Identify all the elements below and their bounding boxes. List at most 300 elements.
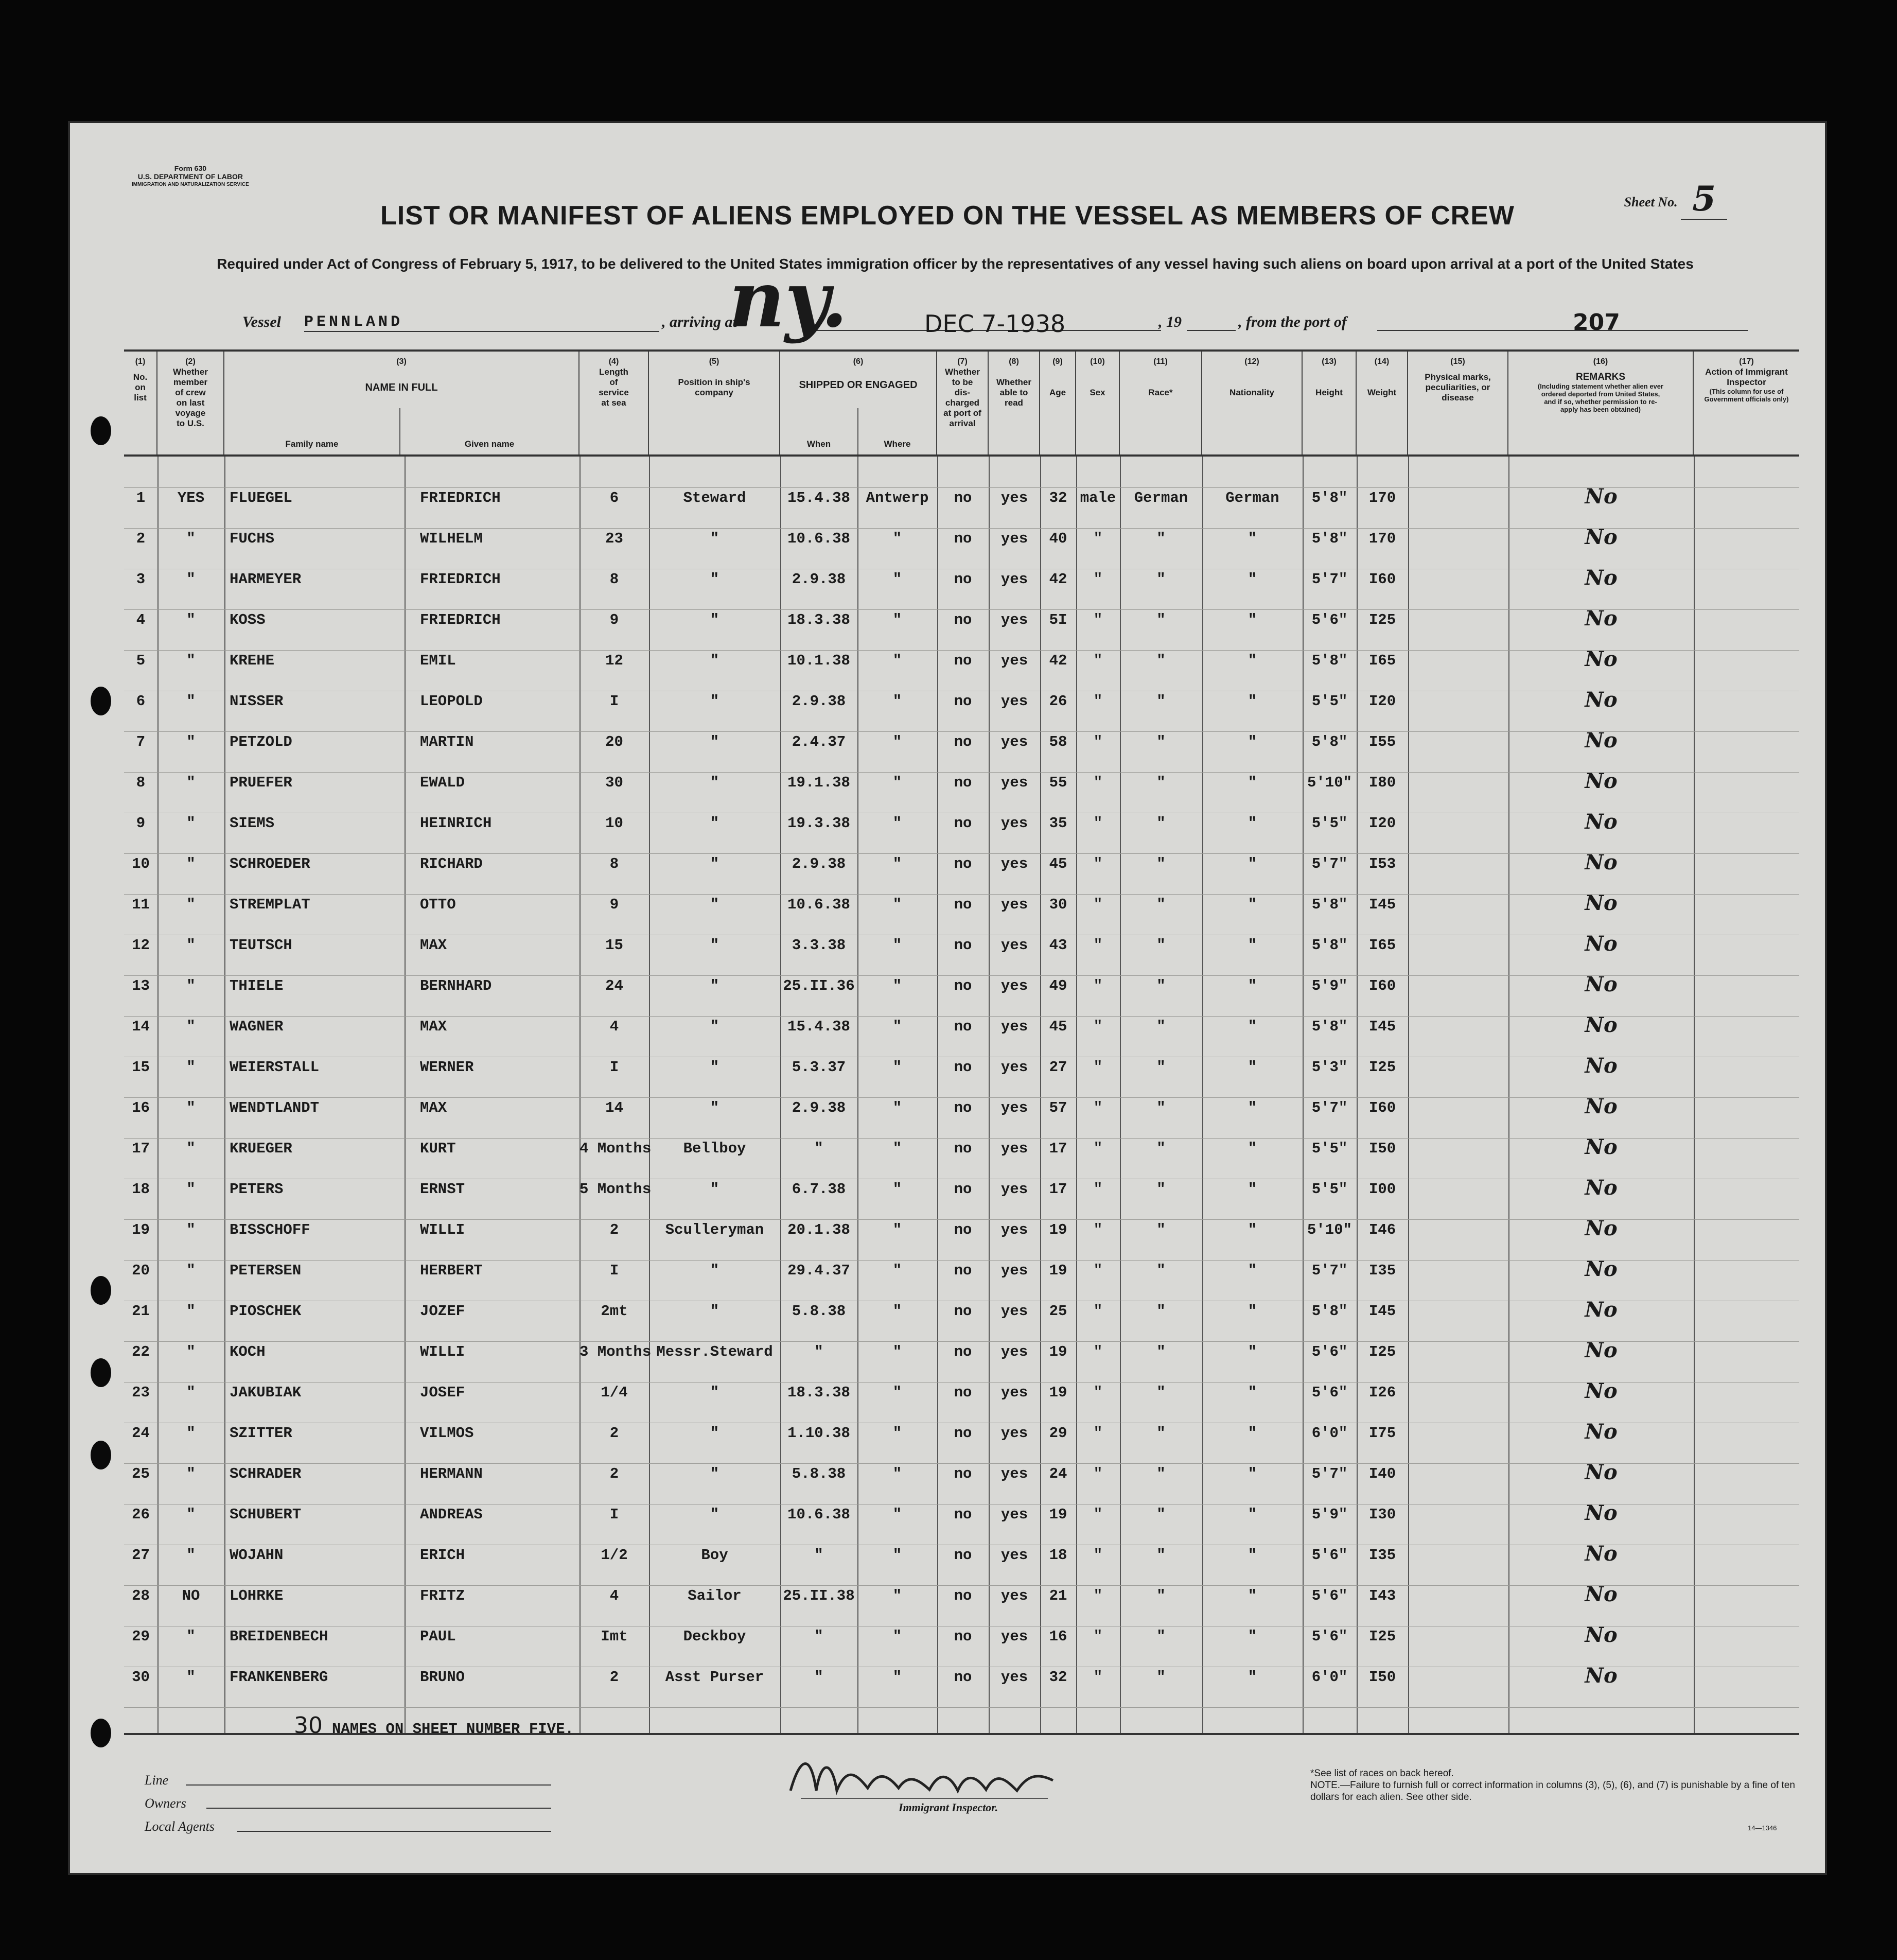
cell-sex: " bbox=[1093, 611, 1103, 628]
cell-family: PETERSEN bbox=[230, 1262, 302, 1279]
cell-nationality: " bbox=[1248, 1303, 1257, 1320]
cell-when: 18.3.38 bbox=[787, 1384, 850, 1401]
vessel-name: PENNLAND bbox=[304, 313, 403, 331]
cell-no: 23 bbox=[132, 1384, 150, 1401]
cell-age: 16 bbox=[1049, 1628, 1067, 1645]
cell-position: " bbox=[710, 530, 719, 547]
cell-when: 2.4.37 bbox=[792, 733, 846, 750]
cell-discharged: no bbox=[954, 1303, 972, 1320]
cell-service: 15 bbox=[605, 937, 623, 954]
cell-age: 27 bbox=[1049, 1059, 1067, 1076]
cell-sex: " bbox=[1093, 1628, 1103, 1645]
cell-given: WILHELM bbox=[420, 530, 483, 547]
cell-service: 8 bbox=[609, 855, 619, 872]
cell-given: BERNHARD bbox=[420, 977, 492, 994]
cell-family: FLUEGEL bbox=[230, 489, 292, 506]
cell-weight: I50 bbox=[1368, 1140, 1396, 1157]
cell-where: " bbox=[892, 1547, 902, 1564]
table-row bbox=[124, 800, 1799, 841]
cell-age: 40 bbox=[1049, 530, 1067, 547]
arriving-label: , arriving at bbox=[662, 313, 737, 330]
cell-read: yes bbox=[1000, 896, 1028, 913]
cell-remarks: No bbox=[1585, 1298, 1618, 1322]
cell-height: 5'6" bbox=[1311, 1587, 1348, 1604]
cell-sex: " bbox=[1093, 1384, 1103, 1401]
cell-sex: " bbox=[1093, 1140, 1103, 1157]
cell-service: 2 bbox=[609, 1669, 619, 1686]
cell-no: 9 bbox=[136, 815, 146, 832]
cell-position: " bbox=[710, 652, 719, 669]
cell-weight: I00 bbox=[1368, 1181, 1396, 1198]
table-row bbox=[124, 678, 1799, 719]
cell-discharged: no bbox=[954, 815, 972, 832]
cell-remarks: No bbox=[1585, 1257, 1618, 1281]
cell-given: HERMANN bbox=[420, 1465, 483, 1482]
cell-weight: I50 bbox=[1368, 1669, 1396, 1686]
cell-given: WILLI bbox=[420, 1343, 465, 1360]
vessel-label: Vessel bbox=[242, 313, 281, 330]
cell-nationality: " bbox=[1248, 652, 1257, 669]
cell-position: " bbox=[710, 977, 719, 994]
cell-no: 29 bbox=[132, 1628, 150, 1645]
cell-remarks: No bbox=[1585, 850, 1618, 874]
header-when: When bbox=[806, 439, 831, 449]
cell-where: " bbox=[892, 611, 902, 628]
punch-hole bbox=[91, 416, 111, 445]
table-row bbox=[124, 1248, 1799, 1288]
cell-when: 3.3.38 bbox=[792, 937, 846, 954]
cell-no: 15 bbox=[132, 1059, 150, 1076]
cell-position: Bellboy bbox=[683, 1140, 746, 1157]
table-row bbox=[124, 556, 1799, 597]
cell-read: yes bbox=[1000, 1547, 1028, 1564]
cell-sex: " bbox=[1093, 530, 1103, 547]
cell-member: " bbox=[186, 1303, 196, 1320]
cell-race: " bbox=[1156, 774, 1166, 791]
cell-position: " bbox=[710, 611, 719, 628]
vessel-name-field bbox=[304, 313, 659, 332]
cell-height: 5'8" bbox=[1311, 896, 1348, 913]
cell-weight: I20 bbox=[1368, 693, 1396, 710]
cell-family: BREIDENBECH bbox=[230, 1628, 328, 1645]
cell-age: 35 bbox=[1049, 815, 1067, 832]
cell-discharged: no bbox=[954, 652, 972, 669]
cell-remarks: No bbox=[1585, 647, 1618, 671]
cell-remarks: No bbox=[1585, 1176, 1618, 1200]
cell-family: WAGNER bbox=[230, 1018, 284, 1035]
cell-discharged: no bbox=[954, 1262, 972, 1279]
cell-race: German bbox=[1134, 489, 1188, 506]
cell-age: 29 bbox=[1049, 1425, 1067, 1442]
cell-when: 10.6.38 bbox=[787, 896, 850, 913]
cell-service: 3 Months bbox=[579, 1343, 652, 1360]
cell-height: 5'6" bbox=[1311, 1384, 1348, 1401]
table-row bbox=[124, 882, 1799, 922]
cell-when: 5.8.38 bbox=[792, 1303, 846, 1320]
cell-service: 23 bbox=[605, 530, 623, 547]
cell-where: " bbox=[892, 1384, 902, 1401]
cell-age: 43 bbox=[1049, 937, 1067, 954]
cell-age: 45 bbox=[1049, 1018, 1067, 1035]
cell-age: 32 bbox=[1049, 489, 1067, 506]
inspector-signature bbox=[780, 1744, 1068, 1806]
cell-race: " bbox=[1156, 571, 1166, 588]
cell-read: yes bbox=[1000, 1587, 1028, 1604]
cell-given: VILMOS bbox=[420, 1425, 474, 1442]
cell-family: SCHRADER bbox=[230, 1465, 302, 1482]
cell-position: " bbox=[710, 1465, 719, 1482]
table-row bbox=[124, 922, 1799, 963]
cell-sex: " bbox=[1093, 1506, 1103, 1523]
cell-where: " bbox=[892, 937, 902, 954]
cell-remarks: No bbox=[1585, 1379, 1618, 1403]
cell-race: " bbox=[1156, 896, 1166, 913]
cell-no: 12 bbox=[132, 937, 150, 954]
cell-member: " bbox=[186, 1343, 196, 1360]
cell-read: yes bbox=[1000, 611, 1028, 628]
cell-when: 10.6.38 bbox=[787, 1506, 850, 1523]
header-col-10: (10) Sex bbox=[1076, 352, 1120, 454]
cell-race: " bbox=[1156, 1303, 1166, 1320]
header-col-8: (8) Whether able to read bbox=[989, 352, 1040, 454]
cell-race: " bbox=[1156, 652, 1166, 669]
cell-no: 14 bbox=[132, 1018, 150, 1035]
cell-no: 13 bbox=[132, 977, 150, 994]
year-line bbox=[1187, 330, 1236, 331]
header-col-12: (12) Nationality bbox=[1202, 352, 1303, 454]
cell-read: yes bbox=[1000, 1181, 1028, 1198]
cell-where: " bbox=[892, 652, 902, 669]
cell-remarks: No bbox=[1585, 1094, 1618, 1118]
cell-nationality: " bbox=[1248, 1465, 1257, 1482]
cell-nationality: " bbox=[1248, 977, 1257, 994]
cell-race: " bbox=[1156, 1587, 1166, 1604]
cell-sex: " bbox=[1093, 1465, 1103, 1482]
cell-service: 6 bbox=[609, 489, 619, 506]
cell-member: " bbox=[186, 1181, 196, 1198]
cell-remarks: No bbox=[1585, 1216, 1618, 1240]
cell-weight: I75 bbox=[1368, 1425, 1396, 1442]
cell-member: " bbox=[186, 1099, 196, 1116]
cell-sex: " bbox=[1093, 937, 1103, 954]
cell-given: FRIEDRICH bbox=[420, 571, 501, 588]
cell-nationality: " bbox=[1248, 896, 1257, 913]
cell-service: 5 Months bbox=[579, 1181, 652, 1198]
cell-discharged: no bbox=[954, 489, 972, 506]
cell-age: 19 bbox=[1049, 1384, 1067, 1401]
summary-text: NAMES ON SHEET NUMBER FIVE. bbox=[332, 1721, 574, 1738]
cell-when: 2.9.38 bbox=[792, 693, 846, 710]
cell-given: MAX bbox=[420, 1018, 447, 1035]
cell-no: 11 bbox=[132, 896, 150, 913]
cell-sex: " bbox=[1093, 1303, 1103, 1320]
cell-given: PAUL bbox=[420, 1628, 456, 1645]
print-code: 14—1346 bbox=[1748, 1824, 1777, 1832]
department-name: U.S. DEPARTMENT OF LABOR bbox=[137, 172, 243, 181]
cell-height: 5'10" bbox=[1307, 1221, 1352, 1238]
cell-when: 2.9.38 bbox=[792, 571, 846, 588]
cell-position: " bbox=[710, 1262, 719, 1279]
cell-weight: I25 bbox=[1368, 1628, 1396, 1645]
cell-position: " bbox=[710, 1181, 719, 1198]
cell-height: 5'8" bbox=[1311, 530, 1348, 547]
cell-age: 32 bbox=[1049, 1669, 1067, 1686]
cell-no: 20 bbox=[132, 1262, 150, 1279]
arrival-date: DEC 7-1938 bbox=[924, 310, 1066, 338]
cell-service: 1/4 bbox=[601, 1384, 628, 1401]
cell-member: " bbox=[186, 1628, 196, 1645]
cell-nationality: German bbox=[1225, 489, 1279, 506]
table-row bbox=[124, 1370, 1799, 1410]
cell-remarks: No bbox=[1585, 1054, 1618, 1078]
cell-family: LOHRKE bbox=[230, 1587, 284, 1604]
cell-no: 10 bbox=[132, 855, 150, 872]
cell-race: " bbox=[1156, 1343, 1166, 1360]
cell-given: ERNST bbox=[420, 1181, 465, 1198]
cell-where: " bbox=[892, 571, 902, 588]
cell-discharged: no bbox=[954, 1059, 972, 1076]
cell-where: " bbox=[892, 1140, 902, 1157]
cell-family: TEUTSCH bbox=[230, 937, 292, 954]
table-body bbox=[124, 457, 1799, 1739]
header-col-16: (16) REMARKS (Including statement whether alien ever ordered deported from United States, and if so, whether permission to re- apply has been obtained) bbox=[1508, 352, 1694, 454]
cell-member: " bbox=[186, 1018, 196, 1035]
cell-read: yes bbox=[1000, 693, 1028, 710]
cell-discharged: no bbox=[954, 855, 972, 872]
cell-family: STREMPLAT bbox=[230, 896, 310, 913]
cell-height: 5'7" bbox=[1311, 1262, 1348, 1279]
cell-member: " bbox=[186, 530, 196, 547]
cell-where: " bbox=[892, 1262, 902, 1279]
immigrant-inspector-label: Immigrant Inspector. bbox=[899, 1801, 998, 1814]
cell-family: FUCHS bbox=[230, 530, 275, 547]
cell-nationality: " bbox=[1248, 1425, 1257, 1442]
cell-when: " bbox=[814, 1140, 823, 1157]
cell-remarks: No bbox=[1585, 810, 1618, 834]
cell-weight: I35 bbox=[1368, 1262, 1396, 1279]
cell-sex: " bbox=[1093, 977, 1103, 994]
cell-when: 25.II.36 bbox=[783, 977, 855, 994]
cell-where: " bbox=[892, 1181, 902, 1198]
cell-height: 5'9" bbox=[1311, 1506, 1348, 1523]
cell-race: " bbox=[1156, 815, 1166, 832]
cell-position: " bbox=[710, 571, 719, 588]
cell-given: EMIL bbox=[420, 652, 456, 669]
cell-service: 1/2 bbox=[601, 1547, 628, 1564]
arrival-port-handwritten: ny. bbox=[729, 254, 848, 345]
cell-weight: I53 bbox=[1368, 855, 1396, 872]
cell-remarks: No bbox=[1585, 606, 1618, 631]
cell-height: 5'9" bbox=[1311, 977, 1348, 994]
year-label: , 19 bbox=[1158, 313, 1182, 330]
cell-family: PETERS bbox=[230, 1181, 284, 1198]
cell-race: " bbox=[1156, 1465, 1166, 1482]
sheet-number-label: Sheet No. bbox=[1624, 195, 1678, 209]
cell-family: HARMEYER bbox=[230, 571, 302, 588]
cell-sex: male bbox=[1080, 489, 1116, 506]
cell-discharged: no bbox=[954, 530, 972, 547]
cell-nationality: " bbox=[1248, 1221, 1257, 1238]
cell-given: RICHARD bbox=[420, 855, 483, 872]
cell-sex: " bbox=[1093, 733, 1103, 750]
sheet-number-value: 5 bbox=[1681, 179, 1727, 220]
cell-member: " bbox=[186, 1547, 196, 1564]
cell-position: Messr.Steward bbox=[656, 1343, 773, 1360]
cell-no: 8 bbox=[136, 774, 146, 791]
punch-hole bbox=[91, 1276, 111, 1305]
cell-member: " bbox=[186, 1140, 196, 1157]
cell-read: yes bbox=[1000, 1506, 1028, 1523]
cell-sex: " bbox=[1093, 1587, 1103, 1604]
cell-weight: I55 bbox=[1368, 733, 1396, 750]
cell-height: 5'8" bbox=[1311, 489, 1348, 506]
cell-position: Asst Purser bbox=[665, 1669, 764, 1686]
cell-member: " bbox=[186, 1425, 196, 1442]
cell-position: Deckboy bbox=[683, 1628, 746, 1645]
cell-height: 5'7" bbox=[1311, 1099, 1348, 1116]
cell-service: I bbox=[609, 1506, 619, 1523]
cell-age: 5I bbox=[1049, 611, 1067, 628]
header-col-7: (7) Whether to be dis- charged at port of arrival bbox=[937, 352, 989, 454]
cell-height: 5'8" bbox=[1311, 937, 1348, 954]
cell-read: yes bbox=[1000, 1099, 1028, 1116]
cell-sex: " bbox=[1093, 1262, 1103, 1279]
cell-discharged: no bbox=[954, 611, 972, 628]
header-col-17: (17) Action of Immigrant Inspector (This column for use of Government officials only) bbox=[1704, 357, 1789, 403]
cell-discharged: no bbox=[954, 733, 972, 750]
cell-no: 30 bbox=[132, 1669, 150, 1686]
cell-height: 6'0" bbox=[1311, 1669, 1348, 1686]
table-row bbox=[124, 1410, 1799, 1451]
cell-discharged: no bbox=[954, 1669, 972, 1686]
cell-member: " bbox=[186, 652, 196, 669]
cell-member: " bbox=[186, 571, 196, 588]
cell-discharged: no bbox=[954, 1221, 972, 1238]
cell-when: 10.1.38 bbox=[787, 652, 850, 669]
table-row bbox=[124, 1654, 1799, 1695]
penalty-note: NOTE.—Failure to furnish full or correct information in columns (3), (5), (6), and (7) is punishable by a fine of ten dollars for each alien. See other side. bbox=[1310, 1780, 1795, 1802]
punch-hole bbox=[91, 1358, 111, 1387]
cell-sex: " bbox=[1093, 815, 1103, 832]
cell-weight: I20 bbox=[1368, 815, 1396, 832]
punch-hole bbox=[91, 1441, 111, 1469]
footer-notes bbox=[1310, 1767, 1804, 1803]
cell-read: yes bbox=[1000, 733, 1028, 750]
cell-when: 10.6.38 bbox=[787, 530, 850, 547]
cell-read: yes bbox=[1000, 1140, 1028, 1157]
cell-position: " bbox=[710, 693, 719, 710]
cell-position: " bbox=[710, 896, 719, 913]
cell-service: I bbox=[609, 1059, 619, 1076]
cell-given: FRIEDRICH bbox=[420, 611, 501, 628]
cell-when: " bbox=[814, 1343, 823, 1360]
cell-where: " bbox=[892, 1221, 902, 1238]
owners-field bbox=[206, 1808, 551, 1809]
cell-family: NISSER bbox=[230, 693, 284, 710]
cell-family: KREHE bbox=[230, 652, 275, 669]
cell-height: 5'8" bbox=[1311, 1303, 1348, 1320]
cell-nationality: " bbox=[1248, 611, 1257, 628]
cell-position: " bbox=[710, 1059, 719, 1076]
table-row bbox=[124, 638, 1799, 678]
cell-given: WILLI bbox=[420, 1221, 465, 1238]
cell-nationality: " bbox=[1248, 815, 1257, 832]
cell-remarks: No bbox=[1585, 1582, 1618, 1606]
table-row bbox=[124, 760, 1799, 800]
cell-race: " bbox=[1156, 1099, 1166, 1116]
cell-when: 5.8.38 bbox=[792, 1465, 846, 1482]
cell-age: 19 bbox=[1049, 1221, 1067, 1238]
punch-hole bbox=[91, 687, 111, 715]
cell-nationality: " bbox=[1248, 1547, 1257, 1564]
cell-read: yes bbox=[1000, 855, 1028, 872]
header-given-name: Given name bbox=[464, 439, 515, 449]
cell-height: 5'7" bbox=[1311, 855, 1348, 872]
cell-read: yes bbox=[1000, 530, 1028, 547]
summary-line bbox=[294, 1712, 574, 1739]
crew-table bbox=[124, 349, 1799, 1739]
cell-weight: I46 bbox=[1368, 1221, 1396, 1238]
cell-nationality: " bbox=[1248, 1059, 1257, 1076]
cell-position: " bbox=[710, 815, 719, 832]
table-row bbox=[124, 841, 1799, 882]
cell-when: " bbox=[814, 1669, 823, 1686]
cell-family: WENDTLANDT bbox=[230, 1099, 320, 1116]
cell-where: " bbox=[892, 1628, 902, 1645]
cell-discharged: no bbox=[954, 1343, 972, 1360]
cell-nationality: " bbox=[1248, 1628, 1257, 1645]
table-row bbox=[124, 1166, 1799, 1207]
cell-when: 19.3.38 bbox=[787, 815, 850, 832]
cell-remarks: No bbox=[1585, 891, 1618, 915]
cell-family: KOCH bbox=[230, 1343, 266, 1360]
summary-count: 30 bbox=[294, 1712, 323, 1739]
cell-weight: I40 bbox=[1368, 1465, 1396, 1482]
header-col-3: (3) NAME IN FULL Family name Given name bbox=[224, 352, 579, 454]
cell-age: 45 bbox=[1049, 855, 1067, 872]
cell-position: Sailor bbox=[688, 1587, 742, 1604]
cell-discharged: no bbox=[954, 571, 972, 588]
cell-service: 14 bbox=[605, 1099, 623, 1116]
cell-nationality: " bbox=[1248, 1587, 1257, 1604]
cell-height: 5'6" bbox=[1311, 1628, 1348, 1645]
cell-remarks: No bbox=[1585, 1013, 1618, 1037]
cell-given: MARTIN bbox=[420, 733, 474, 750]
cell-nationality: " bbox=[1248, 1181, 1257, 1198]
cell-nationality: " bbox=[1248, 774, 1257, 791]
cell-height: 5'3" bbox=[1311, 1059, 1348, 1076]
cell-where: " bbox=[892, 530, 902, 547]
cell-where: " bbox=[892, 896, 902, 913]
cell-position: " bbox=[710, 1506, 719, 1523]
cell-sex: " bbox=[1093, 1669, 1103, 1686]
cell-nationality: " bbox=[1248, 937, 1257, 954]
cell-no: 25 bbox=[132, 1465, 150, 1482]
cell-no: 22 bbox=[132, 1343, 150, 1360]
from-port-line bbox=[1377, 330, 1748, 331]
cell-age: 19 bbox=[1049, 1506, 1067, 1523]
cell-when: 1.10.38 bbox=[787, 1425, 850, 1442]
cell-sex: " bbox=[1093, 1181, 1103, 1198]
cell-race: " bbox=[1156, 977, 1166, 994]
cell-height: 5'5" bbox=[1311, 1140, 1348, 1157]
cell-family: JAKUBIAK bbox=[230, 1384, 302, 1401]
punch-hole bbox=[91, 1719, 111, 1747]
cell-family: THIELE bbox=[230, 977, 284, 994]
cell-given: EWALD bbox=[420, 774, 465, 791]
cell-family: WOJAHN bbox=[230, 1547, 284, 1564]
cell-age: 42 bbox=[1049, 571, 1067, 588]
